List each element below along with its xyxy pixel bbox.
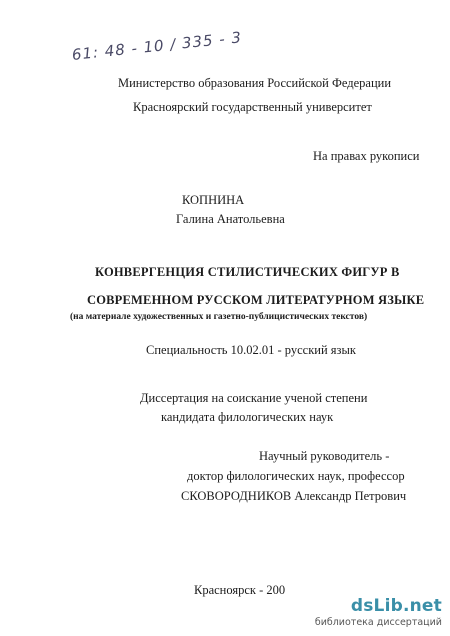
watermark[interactable] [302, 598, 442, 628]
ministry-line: Министерство образования Российской Федерации [118, 76, 392, 90]
dissertation-line-2: кандидата филологических наук [161, 410, 334, 424]
author-given-names: Галина Анатольевна [176, 212, 285, 226]
title-subtitle: (на материале художественных и газетно-публицистических текстов) [70, 312, 368, 322]
specialty-line: Специальность 10.02.01 - русский язык [146, 343, 356, 357]
advisor-degree: доктор филологических наук, профессор [187, 469, 405, 483]
author-surname: КОПНИНА [182, 193, 245, 207]
advisor-role: Научный руководитель - [259, 449, 390, 463]
university-line: Красноярский государственный университет [133, 100, 372, 114]
dissertation-line-1: Диссертация на соискание ученой степени [140, 391, 368, 405]
advisor-name: СКОВОРОДНИКОВ Александр Петрович [181, 489, 407, 503]
handwritten-catalog-note: 61: 48 - 10 / 335 - 3 [71, 28, 243, 64]
rights-note: На правах рукописи [313, 149, 420, 163]
watermark-subtitle: библиотека диссертаций [314, 617, 442, 628]
city-year: Красноярск - 200 [194, 583, 286, 597]
title-line-2: СОВРЕМЕННОМ РУССКОМ ЛИТЕРАТУРНОМ ЯЗЫКЕ [87, 293, 425, 307]
watermark-logo[interactable]: dsLib.net [350, 596, 442, 616]
title-line-1: КОНВЕРГЕНЦИЯ СТИЛИСТИЧЕСКИХ ФИГУР В [95, 265, 400, 279]
